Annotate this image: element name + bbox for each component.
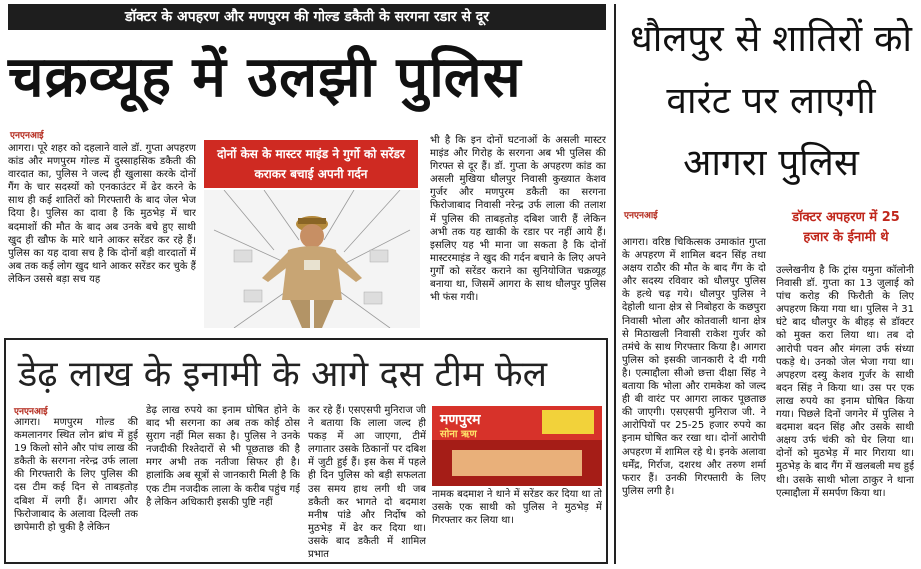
- bottom-column-3: कर रहे हैं। एसएसपी मुनिराज जी ने बताया कि लाला जल्द ही पकड़ में आ जाएगा, टीमें लगातार उसके ठिकानों पर दबिश में जुटी हुई हैं। इस केस में पहले ही दिन पुलिस को बड़ी सफलता उस समय हाथ लगी थी जब डकैती कर भागते दो बदमाश मनीष पांडे और निर्दोष को मुठभेड़ में ढेर कर दिया था। उसके बाद डकैती में शामिल प्रभात: [308, 405, 426, 560]
- bottom-column-2: डेढ़ लाख रुपये का इनाम घोषित होने के बाद भी सरगना का अब तक कोई ठोस सुराग नहीं मिल सका है। पुलिस ने उनके नजदीकी रिश्तेदारों से भी पूछताछ की है मगर अभी तक नतीजा सिफर ही है। हालांकि अब सूत्रों से जानकारी मिली है कि एक टीम नजदीक लाला के करीब पहुंच गई है लेकिन अधिकारी इसकी पुष्टि नहीं: [146, 405, 300, 508]
- right-column-1: आगरा। वरिष्ठ चिकित्सक उमाकांत गुप्ता के अपहरण में शामिल बदन सिंह तथा अक्षय राठौर की मौत के बाद गैंग के दो और सदस्य रविवार को धौलपुर पुलिस के हत्थे चढ़ गये। धौलपुर पुलिस ने देहोली थाना क्षेत्र से निबोहरा के कछपुरा निवासी भोला और कोतवाली थाना क्षेत्र से मिठाखली निवासी राकेश गुर्जर को तमंचे के साथ गिरफ्तार किया है। आगरा पुलिस को इसकी जानकारी दे दी गयी है। एत्माद्दौला सीओ छत्ता दीक्षा सिंह ने बताया कि भोला और रामकेश को जल्द ही बी वारंट पर आगरा लाकर पूछताछ की जाएगी। एसएसपी मुनिराज जी. ने आरोपियों पर 25-25 हजार रुपये का इनाम घोषित कर रखा था। दोनों आरोपी अपहरण में शामिल रहे थे। इनके अलावा धर्मेंद्र, गिर्राज, दशरथ और तरुण शर्मा फरार हैं। उनकी गिरफ्तारी के लिए पुलिस लगी है।: [622, 237, 766, 497]
- right-column-2: उल्लेखनीय है कि ट्रांस यमुना कॉलोनी निवासी डॉ. गुप्ता का 13 जुलाई को पांच करोड़ की फिरौती के लिए अपहरण किया गया था। पुलिस ने 31 घंटे बाद धौलपुर के बीहड़ से डॉक्टर को मुक्त करा लिया था। तब दो आरोपी पवन और मंगला उर्फ संध्या पकड़े थे। उनको जेल भेजा गया था। अपहरण दस्यु केशव गुर्जर के साथी बदन सिंह ने किया था। उस पर एक लाख रुपये का इनाम घोषित किया गया। पिछले दिनों जगनेर में पुलिस ने बदमाश बदन सिंह और उसके साथी अक्षय उर्फ चंकी को घेर लिया था। दोनों को मुठभेड़ में मार गिराया था। मुठभेड़ के बाद गैंग में खलबली मच हुई थी। उसके साथी भोला ठाकुर ने थाना एत्माद्दौला में समर्पण किया था।: [776, 265, 914, 499]
- story-kicker: डॉक्टर के अपहरण और मणपुरम की गोल्ड डकैती के सरगना रडार से दूर: [8, 4, 606, 30]
- right-headline: धौलपुर से शातिरों को वारंट पर लाएगी आगरा पुलिस: [630, 17, 912, 184]
- story-column-1: आगरा। पूरे शहर को दहलाने वाले डॉ. गुप्ता अपहरण कांड और मणपुरम गोल्ड में दुस्साहसिक डकैती की वारदात का, पुलिस ने जल्द ही खुलासा करके दोनों गैंग के चार सदस्यों को एनकाउंटर में ढेर करने के साथ ही कई शातिरों को गिरफ्तारी के बाद जेल भेज दिया है। पुलिस का दावा है कि मुठभेड़ में चार बदमाशों की मौत के बाद अब उनके बचे हुए साथी खुद ही खौफ के मारे थाने आकर सरेंडर कर रहे हैं। पुलिस का यह दावा सच है कि दोनों बड़ी वारदातों में अब तक कई लोग खुद थाने आकर सरेंडर कर चुके हैं लेकिन उससे बड़ा सच यह: [8, 143, 196, 285]
- agency-credit-right: एनएनआई: [624, 211, 658, 221]
- pull-quote: दोनों केस के मास्टर माइंड ने गुर्गो को सरेंडर कराकर बचाई अपनी गर्दन: [204, 140, 418, 188]
- right-subhead: डॉक्टर अपहरण में 25 हजार के ईनामी थे: [792, 210, 900, 245]
- main-headline: चक्रव्यूह में उलझी पुलिस: [8, 45, 522, 110]
- sign-subtext: सोना ऋण: [440, 429, 477, 440]
- illustration-puppet-policeman: [204, 190, 420, 328]
- bottom-column-4: नामक बदमाश ने थाने में सरेंडर कर दिया था तो उसके एक साथी को पुलिस ने मुठभेड़ में गिरफ्तार कर लिया था।: [432, 489, 602, 527]
- agency-credit: एनएनआई: [10, 131, 44, 141]
- story-column-3: भी है कि इन दोनों घटनाओं के असली मास्टर माइंड और गिरोह के सरगना अब भी पुलिस की गिरफ्त से दूर हैं। डॉ. गुप्ता के अपहरण कांड का असली मुखिया धौलपुर निवासी कुख्यात केशव गुर्जर और मणपुरम डकैती का सरगना फिरोजाबाद निवासी नरेन्द्र उर्फ लाला की तलाश में पुलिस की ताबड़तोड़ दबिश जारी हैं लेकिन अभी तक यह खाकी के रडार पर नहीं आये हैं। इसलिए यह भी माना जा सकता है कि दोनों मास्टरमाइंड ने खुद की गर्दन बचाने के लिए अपने गुर्गों को सरेंडर कराने का सुनियोजित चक्रव्यूह बनाया था, जिसमें आगरा के साथ धौलपुर पुलिस भी फंस गयी।: [430, 135, 606, 304]
- agency-credit-bottom: एनएनआई: [14, 407, 48, 417]
- storefront-photo: [432, 406, 602, 486]
- sign-text: मणपुरम: [440, 412, 481, 428]
- column-divider: [614, 4, 616, 564]
- bottom-column-1: आगरा। मणपुरम गोल्ड की कमलानगर स्थित लोन ब्रांच में हुई 19 किलो सोने और पांच लाख की डकैती के सरगना नरेन्द्र उर्फ लाला की गिरफ्तारी के लिए पुलिस की दस टीम कई दिन से ताबड़तोड़ दबिश में लगी हैं। आगरा और फिरोजाबाद के अलावा दिल्ली तक छापेमारी हो चुकी है लेकिन: [14, 417, 138, 533]
- bottom-headline: डेढ़ लाख के इनामी के आगे दस टीम फेल: [18, 354, 548, 395]
